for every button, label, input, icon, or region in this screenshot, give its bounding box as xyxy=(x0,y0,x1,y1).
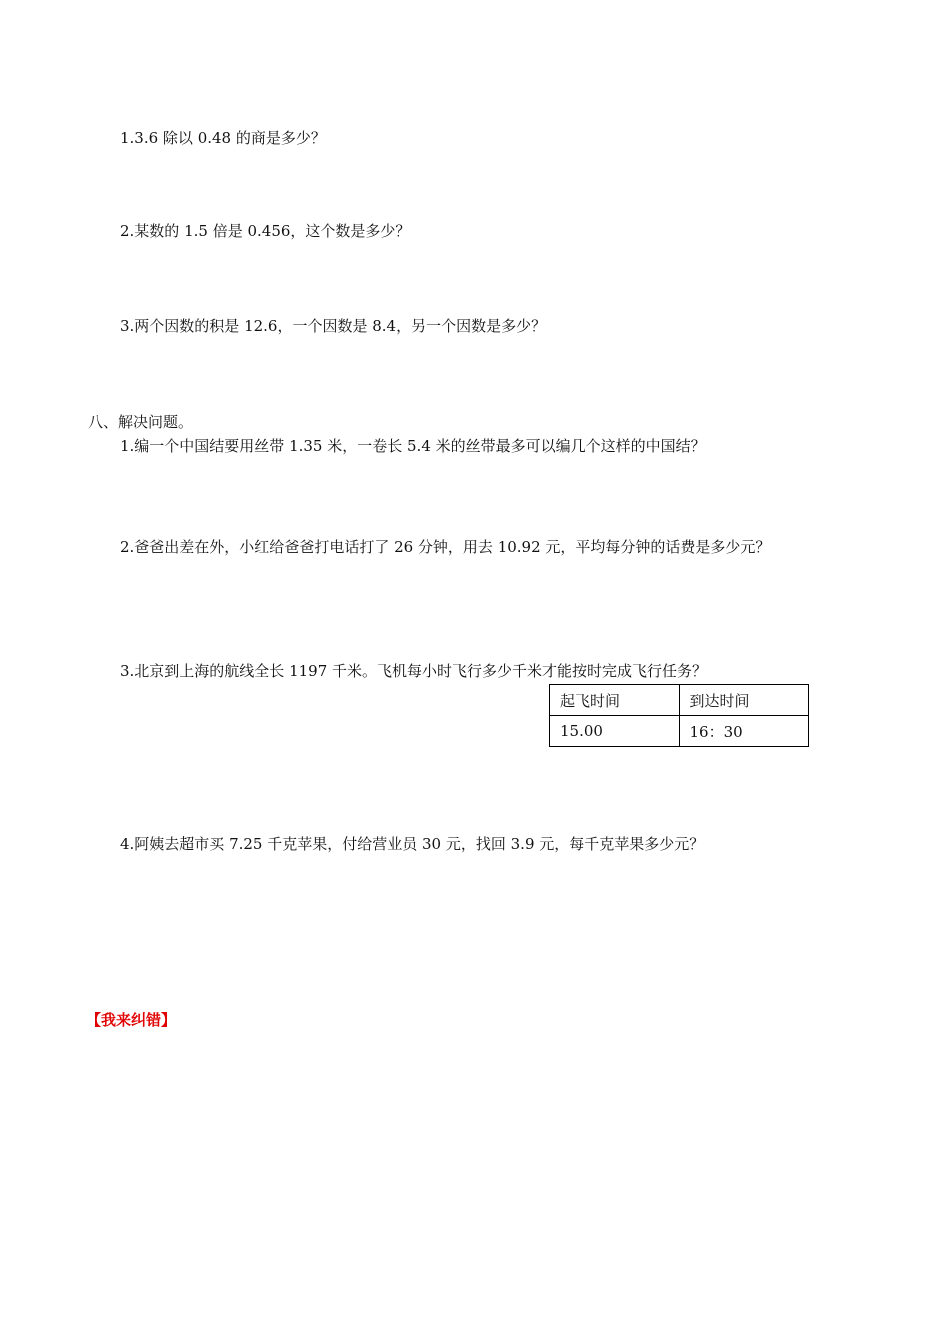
table-cell-arrival: 16：30 xyxy=(679,716,809,747)
flight-time-table xyxy=(549,684,809,747)
exercise-q3: 3.两个因数的积是 12.6，一个因数是 8.4，另一个因数是多少？ xyxy=(120,317,547,335)
problem-1: 1.编一个中国结要用丝带 1.35 米，一卷长 5.4 米的丝带最多可以编几个这样的中国结？ xyxy=(120,437,706,455)
table-row xyxy=(550,716,809,747)
table-header-departure: 起飞时间 xyxy=(550,685,680,716)
problem-4: 4.阿姨去超市买 7.25 千克苹果，付给营业员 30 元，找回 3.9 元，每千克苹果多少元？ xyxy=(120,835,705,853)
table-cell-departure: 15.00 xyxy=(550,716,680,747)
problem-2: 2.爸爸出差在外，小红给爸爸打电话打了 26 分钟，用去 10.92 元，平均每分钟的话费是多少元？ xyxy=(120,538,771,556)
correction-heading: 【我来纠错】 xyxy=(86,1011,177,1029)
problem-3: 3.北京到上海的航线全长 1197 千米。飞机每小时飞行多少千米才能按时完成飞行任务？ xyxy=(120,662,708,680)
exercise-q2: 2.某数的 1.5 倍是 0.456，这个数是多少？ xyxy=(120,222,411,240)
table-header-row xyxy=(550,685,809,716)
exercise-q1: 1.3.6 除以 0.48 的商是多少？ xyxy=(120,129,326,147)
table-header-arrival: 到达时间 xyxy=(679,685,809,716)
section-title: 八、解决问题。 xyxy=(88,413,194,431)
